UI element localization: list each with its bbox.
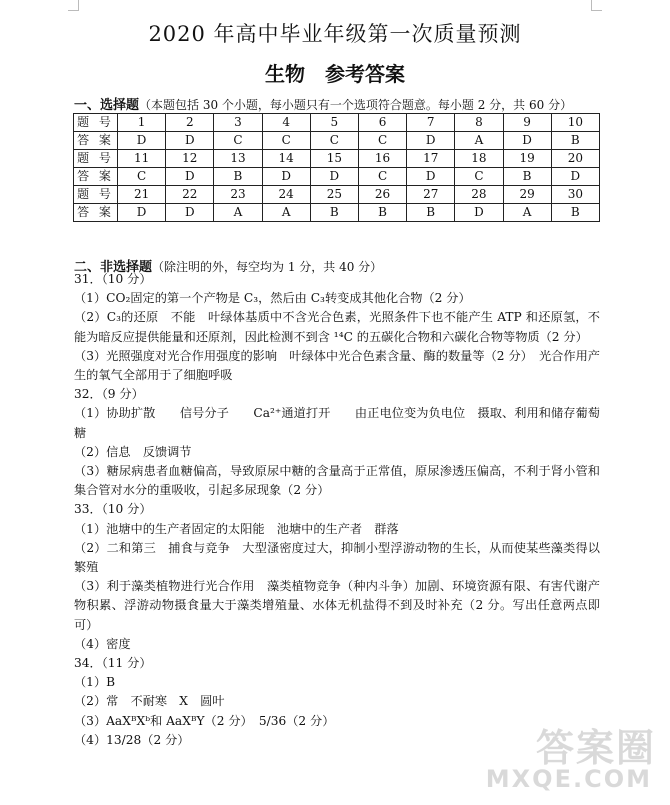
answer-cell: C [455, 168, 503, 186]
question-number-cell: 1 [118, 114, 166, 132]
question-number-cell: 24 [262, 186, 310, 204]
answer-cell: B [551, 204, 599, 222]
answer-cell: C [262, 132, 310, 150]
answer-cell: D [407, 168, 455, 186]
question-number-cell: 2 [166, 114, 214, 132]
answer-cell: D [118, 132, 166, 150]
section2-note: （除注明的外，每空均为 1 分，共 40 分） [152, 260, 383, 274]
watermark-logo-text: 答案圈 [535, 726, 656, 770]
answer-cell: B [407, 204, 455, 222]
question-number-cell: 19 [503, 150, 551, 168]
answer-cell: D [551, 168, 599, 186]
question-number-cell: 4 [262, 114, 310, 132]
answer-cell: A [262, 204, 310, 222]
answer-line: （2）二和第三 捕食与竞争 大型溞密度过大，抑制小型浮游动物的生长，从而使某些藻类得以繁殖 [74, 540, 600, 575]
row-label: 题 号 [74, 186, 118, 204]
answer-cell: B [358, 204, 406, 222]
answer-table-row-num [74, 150, 600, 168]
question-number-cell: 10 [551, 114, 599, 132]
question-number-cell: 9 [503, 114, 551, 132]
answer-cell: C [310, 132, 358, 150]
question-number-cell: 3 [214, 114, 262, 132]
page-corner-mark-right [591, 0, 602, 11]
answer-cell: C [358, 132, 406, 150]
question-number-cell: 14 [262, 150, 310, 168]
answer-line: 34．（11 分） [74, 656, 152, 671]
question-number-cell: 22 [166, 186, 214, 204]
row-label: 题 号 [74, 150, 118, 168]
answer-line: （3）糖尿病患者血糖偏高，导致原尿中糖的含量高于正常值，原尿渗透压偏高，不利于肾小管和集合管对水分的重吸收，引起多尿现象（2 分） [74, 464, 600, 498]
answer-line: （1）CO₂固定的第一个产物是 C₃，然后由 C₃转变成其他化合物（2 分） [74, 291, 471, 306]
question-number-cell: 21 [118, 186, 166, 204]
page-title: 2020 年高中毕业年级第一次质量预测 [148, 22, 522, 46]
question-number-cell: 5 [310, 114, 358, 132]
answer-cell: C [358, 168, 406, 186]
answer-cell: D [262, 168, 310, 186]
row-label: 答 案 [74, 132, 118, 150]
answer-cell: D [166, 132, 214, 150]
row-label: 题 号 [74, 114, 118, 132]
answer-line: 32．（9 分） [74, 387, 144, 402]
answer-cell: D [455, 204, 503, 222]
question-number-cell: 30 [551, 186, 599, 204]
answer-line: （1）协助扩散 信号分子 Ca²⁺通道打开 由正电位变为负电位 摄取、利用和储存葡萄糖 [74, 406, 600, 440]
answer-table-row-ans [74, 168, 600, 186]
question-number-cell: 6 [358, 114, 406, 132]
question-number-cell: 28 [455, 186, 503, 204]
question-number-cell: 13 [214, 150, 262, 168]
question-number-cell: 26 [358, 186, 406, 204]
answer-table-row-num [74, 186, 600, 204]
answer-cell: B [310, 204, 358, 222]
question-number-cell: 25 [310, 186, 358, 204]
question-number-cell: 29 [503, 186, 551, 204]
question-number-cell: 11 [118, 150, 166, 168]
section2-heading: 二、非选择题 [74, 260, 153, 275]
row-label: 答 案 [74, 204, 118, 222]
answer-cell: A [503, 204, 551, 222]
answer-cell: C [214, 132, 262, 150]
answer-table [73, 113, 600, 222]
answer-line: （3）AaXᴮXᵇ和 AaXᴮY（2 分） 5/36（2 分） [74, 713, 335, 728]
section1-heading: 一、选择题 [74, 98, 140, 113]
answer-cell: A [455, 132, 503, 150]
answer-cell: B [503, 168, 551, 186]
answer-line: 31．（10 分） [74, 272, 152, 286]
answer-line: （1）池塘中的生产者固定的太阳能 池塘中的生产者 群落 [74, 521, 399, 536]
question-number-cell: 15 [310, 150, 358, 168]
answer-line: （2）C₃的还原 不能 叶绿体基质中不含光合色素，光照条件下也不能产生 ATP 和还原氢，不能为暗反应提供能量和还原剂，因此检测不到含 ¹⁴C 的五碳化合物和六碳化合物等物质（2 分） [74, 310, 600, 344]
question-number-cell: 20 [551, 150, 599, 168]
watermark-url: MXQE.COM [485, 765, 652, 793]
answer-table-row-ans [74, 132, 600, 150]
answer-line: （4）13/28（2 分） [74, 732, 190, 747]
answer-line: （4）密度 [74, 636, 131, 651]
answer-cell: D [118, 204, 166, 222]
page-corner-mark-left [68, 0, 79, 11]
answer-cell: A [214, 204, 262, 222]
answer-line: （1）B [74, 675, 116, 690]
answer-table-row-ans [74, 204, 600, 222]
question-number-cell: 8 [455, 114, 503, 132]
answer-cell: D [407, 132, 455, 150]
answer-line: （3）光照强度对光合作用强度的影响 叶绿体中光合色素含量、酶的数量等（2 分） 光合作用产生的氧气全部用于了细胞呼吸 [74, 348, 600, 383]
watermark [485, 717, 662, 799]
answer-cell: D [166, 204, 214, 222]
page-subtitle: 生物 参考答案 [265, 62, 405, 86]
question-number-cell: 12 [166, 150, 214, 168]
question-number-cell: 17 [407, 150, 455, 168]
answer-line: （3）利于藻类植物进行光合作用 藻类植物竞争（种内斗争）加剧、环境资源有限、有害代谢产物积累、浮游动物摄食量大于藻类增殖量、水体无机盐得不到及时补充（2 分。写出任意两点即可） [74, 579, 600, 632]
answer-cell: B [551, 132, 599, 150]
section1-header [74, 94, 572, 113]
answer-cell: D [503, 132, 551, 150]
question-number-cell: 23 [214, 186, 262, 204]
question-number-cell: 7 [407, 114, 455, 132]
row-label: 答 案 [74, 168, 118, 186]
answer-line: 33．（10 分） [74, 502, 152, 517]
question-number-cell: 27 [407, 186, 455, 204]
answer-cell: C [118, 168, 166, 186]
answer-body [74, 270, 600, 750]
answer-line: （2）信息 反馈调节 [74, 444, 192, 459]
answer-cell: B [214, 168, 262, 186]
section1-note: （本题包括 30 个小题，每小题只有一个选项符合题意。每小题 2 分，共 60 分） [139, 98, 573, 112]
question-number-cell: 16 [358, 150, 406, 168]
answer-cell: D [166, 168, 214, 186]
answer-table-row-num [74, 114, 600, 132]
answer-line: （2）常 不耐寒 X 圆叶 [74, 694, 225, 709]
question-number-cell: 18 [455, 150, 503, 168]
answer-cell: D [310, 168, 358, 186]
